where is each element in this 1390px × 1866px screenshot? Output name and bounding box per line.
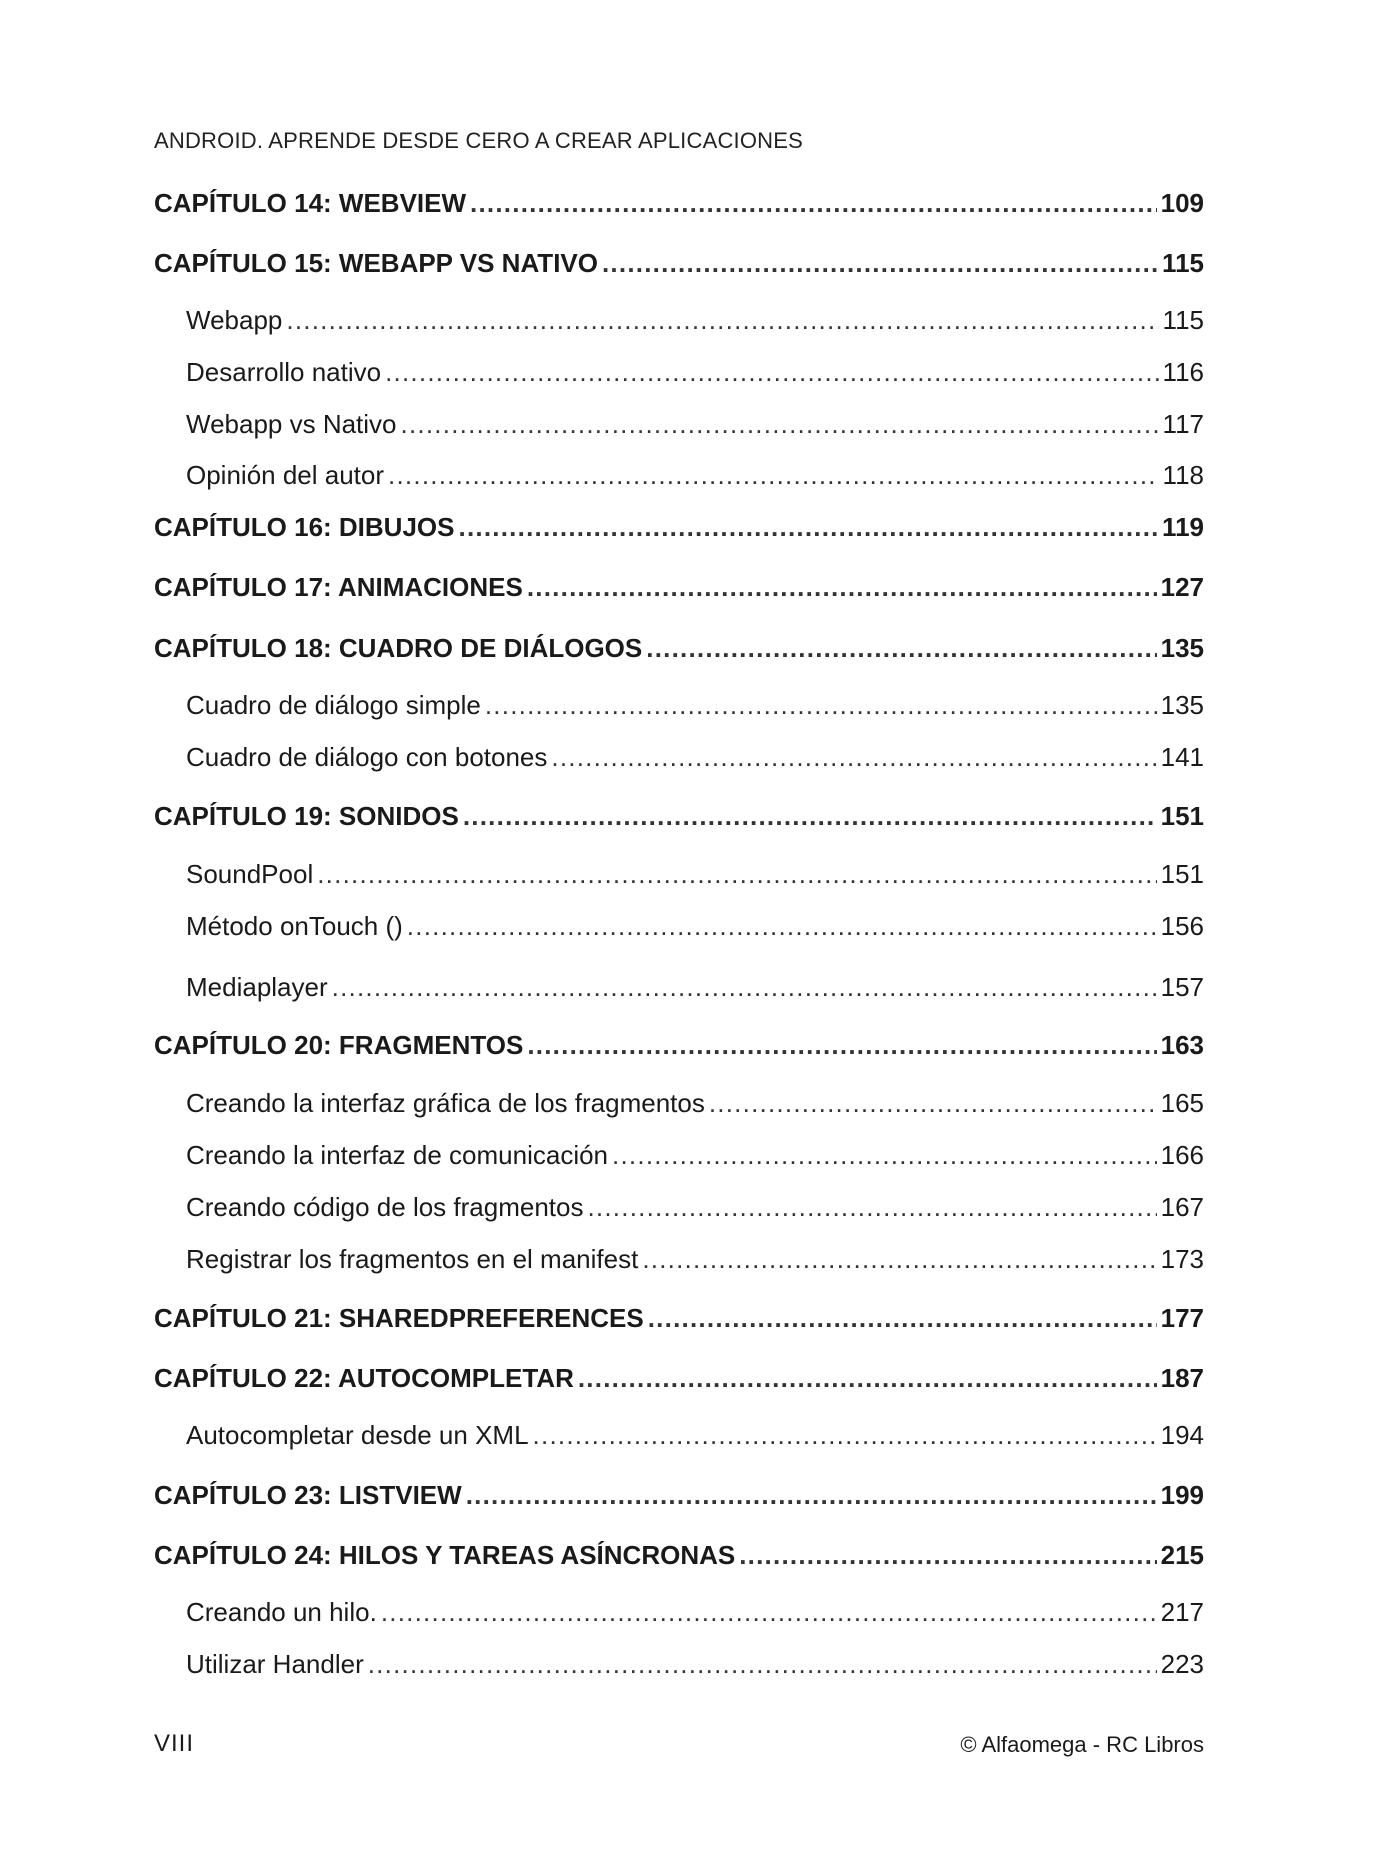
toc-entry[interactable] [154,1420,1204,1451]
toc-page-number: 151 [1160,859,1204,889]
toc-entry[interactable] [154,1140,1204,1171]
toc-entry[interactable] [154,305,1204,336]
toc-entry-title: CAPÍTULO 16: DIBUJOS [154,512,455,542]
toc-page-number: 163 [1160,1030,1204,1060]
toc-entry-title: CAPÍTULO 22: AUTOCOMPLETAR [154,1363,574,1393]
toc-entry-title: CAPÍTULO 19: SONIDOS [154,801,459,831]
toc-entry[interactable] [154,357,1204,388]
toc-entry-title: Desarrollo nativo [186,357,382,387]
toc-dot-leader [578,1363,1157,1394]
toc-dot-leader [459,512,1159,543]
toc-dot-leader [646,633,1156,664]
toc-dot-leader [612,1140,1157,1171]
toc-entry[interactable] [154,911,1204,942]
toc-dot-leader [709,1088,1157,1119]
toc-dot-leader [485,690,1157,721]
toc-entry-title: CAPÍTULO 18: CUADRO DE DIÁLOGOS [154,633,643,663]
toc-page-number: 135 [1160,633,1204,663]
toc-entry[interactable] [154,1597,1204,1628]
toc-page-number: 199 [1160,1480,1204,1510]
toc-entry-title: CAPÍTULO 23: LISTVIEW [154,1480,462,1510]
toc-dot-leader [533,1420,1157,1451]
toc-entry-title: Mediaplayer [186,972,328,1002]
toc-entry[interactable] [154,690,1204,721]
toc-entry-title: Opinión del autor [186,460,385,490]
toc-entry[interactable] [154,188,1204,219]
toc-dot-leader [286,305,1158,336]
toc-entry-title: Webapp vs Nativo [186,409,397,439]
toc-page-number: 135 [1160,690,1204,720]
toc-dot-leader [368,1649,1157,1680]
toc-page-number: 141 [1160,742,1204,772]
toc-page-number: 166 [1160,1140,1204,1170]
toc-entry-title: Método onTouch () [186,911,403,941]
toc-entry[interactable] [154,801,1204,832]
running-header: ANDROID. APRENDE DESDE CERO A CREAR APLICACIONES [154,128,803,153]
toc-page-number: 119 [1162,512,1204,542]
toc-entry[interactable] [154,1649,1204,1680]
toc-entry[interactable] [154,972,1204,1003]
toc-entry-title: Creando un hilo. [186,1597,377,1627]
toc-dot-leader [648,1303,1157,1334]
toc-dot-leader [401,409,1159,440]
toc-page-number: 118 [1162,460,1204,490]
toc-entry-title: Autocompletar desde un XML [186,1420,529,1450]
toc-dot-leader [466,1480,1157,1511]
toc-entry[interactable] [154,409,1204,440]
toc-entry[interactable] [154,248,1204,279]
toc-entry[interactable] [154,742,1204,773]
toc-dot-leader [739,1540,1156,1571]
toc-entry[interactable] [154,1363,1204,1394]
table-of-contents [154,0,1204,1866]
toc-dot-leader [332,972,1157,1003]
toc-entry-title: Cuadro de diálogo simple [186,690,481,720]
toc-entry-title: Utilizar Handler [186,1649,364,1679]
toc-entry[interactable] [154,572,1204,603]
toc-page-number: 223 [1160,1649,1204,1679]
toc-page-number: 116 [1162,357,1204,387]
toc-dot-leader [602,248,1158,279]
toc-entry[interactable] [154,1480,1204,1511]
toc-entry-title: SoundPool [186,859,314,889]
toc-entry[interactable] [154,633,1204,664]
toc-entry[interactable] [154,1303,1204,1334]
toc-entry-title: CAPÍTULO 20: FRAGMENTOS [154,1030,524,1060]
toc-page-number: 109 [1160,188,1204,218]
toc-dot-leader [642,1244,1156,1275]
toc-entry-title: Creando la interfaz gráfica de los fragmentos [186,1088,705,1118]
toc-dot-leader [317,859,1156,890]
toc-page-number: 167 [1160,1192,1204,1222]
toc-entry[interactable] [154,460,1204,491]
toc-entry-title: CAPÍTULO 15: WEBAPP VS NATIVO [154,248,598,278]
toc-entry[interactable] [154,1030,1204,1061]
toc-page-number: 156 [1160,911,1204,941]
toc-page-number: 215 [1160,1540,1204,1570]
toc-dot-leader [470,188,1157,219]
toc-page-number: 117 [1162,409,1204,439]
toc-entry-title: Registrar los fragmentos en el manifest [186,1244,639,1274]
page-folio: VIII [154,1730,195,1757]
toc-entry-title: CAPÍTULO 17: ANIMACIONES [154,572,523,602]
toc-page-number: 217 [1160,1597,1204,1627]
toc-page-number: 177 [1160,1303,1204,1333]
toc-page-number: 115 [1162,305,1204,335]
toc-page-number: 173 [1160,1244,1204,1274]
toc-page-number: 151 [1160,801,1204,831]
toc-dot-leader [551,742,1156,773]
toc-entry[interactable] [154,1540,1204,1571]
toc-page-number: 194 [1160,1420,1204,1450]
toc-entry[interactable] [154,859,1204,890]
toc-entry-title: CAPÍTULO 21: SHAREDPREFERENCES [154,1303,644,1333]
toc-dot-leader [527,1030,1156,1061]
toc-page-number: 127 [1160,572,1204,602]
toc-entry-title: Creando la interfaz de comunicación [186,1140,609,1170]
toc-entry-title: Webapp [186,305,283,335]
toc-entry-title: Creando código de los fragmentos [186,1192,584,1222]
toc-dot-leader [381,1597,1157,1628]
toc-entry-title: CAPÍTULO 14: WEBVIEW [154,188,467,218]
toc-page-number: 165 [1160,1088,1204,1118]
toc-page-number: 115 [1162,248,1204,278]
publisher-credit: © Alfaomega - RC Libros [960,1732,1204,1757]
toc-page-number: 187 [1160,1363,1204,1393]
toc-entry[interactable] [154,1244,1204,1275]
toc-entry[interactable] [154,1192,1204,1223]
toc-dot-leader [407,911,1157,942]
toc-entry-title: Cuadro de diálogo con botones [186,742,548,772]
toc-page-number: 157 [1160,972,1204,1002]
toc-entry[interactable] [154,1088,1204,1119]
toc-entry-title: CAPÍTULO 24: HILOS Y TAREAS ASÍNCRONAS [154,1540,736,1570]
toc-dot-leader [385,357,1158,388]
toc-dot-leader [388,460,1159,491]
toc-entry[interactable] [154,512,1204,543]
toc-dot-leader [587,1192,1156,1223]
toc-dot-leader [463,801,1157,832]
toc-dot-leader [527,572,1157,603]
